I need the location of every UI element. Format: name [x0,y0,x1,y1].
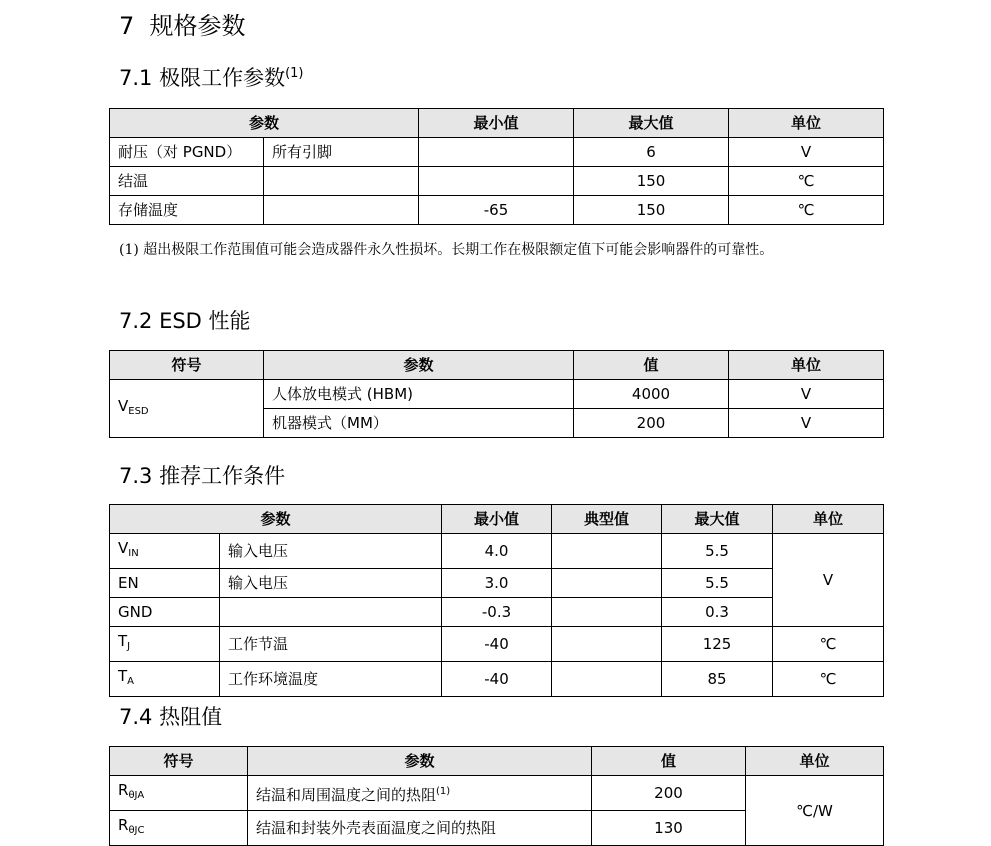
cell-typ [552,627,662,662]
cell-condition [264,196,419,225]
table-row [110,776,884,811]
cell-value: 200 [574,409,729,438]
table-row [110,598,884,627]
cell-param: 工作环境温度 [220,662,442,697]
cell-min: -0.3 [442,598,552,627]
cell-param: 机器模式（MM） [264,409,574,438]
symbol-main: R [118,781,129,799]
cell-param: 人体放电模式 (HBM) [264,380,574,409]
cell-param: 存储温度 [110,196,264,225]
cell-min: 3.0 [442,569,552,598]
cell-symbol [110,662,220,697]
col-header-unit: 单位 [746,747,884,776]
cell-max: 6 [574,138,729,167]
col-header-param: 参数 [264,351,574,380]
col-header-typ: 典型值 [552,505,662,534]
table-row [110,196,884,225]
col-header-symbol: 符号 [110,747,248,776]
col-header-param: 参数 [110,109,419,138]
col-header-min: 最小值 [442,505,552,534]
symbol-main: V [118,539,129,557]
cell-unit: ℃ [773,662,884,697]
table-row [110,167,884,196]
cell-min [419,138,574,167]
cell-max: 5.5 [662,534,773,569]
cell-min: 4.0 [442,534,552,569]
col-header-unit: 单位 [773,505,884,534]
symbol-sub: J [127,641,131,652]
cell-typ [552,598,662,627]
thermal-heading: 7.4 热阻值 [119,705,223,729]
cell-max: 0.3 [662,598,773,627]
cell-value: 4000 [574,380,729,409]
table-row [110,380,884,409]
table-header-row [110,505,884,534]
col-header-min: 最小值 [419,109,574,138]
rec-table [109,504,884,697]
esd-heading: 7.2 ESD 性能 [119,309,251,333]
table-header-row [110,351,884,380]
table-row [110,534,884,569]
symbol-main: T [118,667,128,685]
cell-symbol [110,380,264,438]
section-title [119,6,246,41]
cell-max: 150 [574,167,729,196]
table-row [110,138,884,167]
cell-value: 130 [592,811,746,846]
cell-symbol [110,627,220,662]
symbol-sub: θJC [128,825,145,836]
cell-symbol [110,534,220,569]
cell-param: 结温 [110,167,264,196]
col-header-param: 参数 [248,747,592,776]
symbol-main: GND [118,603,153,621]
cell-param: 结温和封装外壳表面温度之间的热阻 [248,811,592,846]
thermal-table [109,746,884,846]
cell-unit: ℃/W [746,776,884,846]
cell-max: 150 [574,196,729,225]
cell-min: -40 [442,662,552,697]
cell-max: 125 [662,627,773,662]
section-number: 7 [119,12,135,40]
cell-max: 5.5 [662,569,773,598]
param-note: (1) [436,785,451,797]
cell-unit: V [729,380,884,409]
rec-heading: 7.3 推荐工作条件 [119,464,286,488]
symbol-main: EN [118,574,139,592]
esd-table [109,350,884,438]
cell-param [220,598,442,627]
cell-unit: V [729,409,884,438]
param-text: 结温和周围温度之间的热阻 [256,785,437,804]
cell-condition [264,167,419,196]
cell-condition: 所有引脚 [264,138,419,167]
symbol-sub: θJA [128,790,145,801]
symbol-main: V [118,396,129,415]
section-title-text: 规格参数 [149,12,246,40]
col-header-param: 参数 [110,505,442,534]
cell-min: -40 [442,627,552,662]
table-row [110,569,884,598]
table-row [110,662,884,697]
table-header-row [110,109,884,138]
cell-param: 耐压（对 PGND） [110,138,264,167]
cell-unit: ℃ [773,627,884,662]
cell-typ [552,534,662,569]
symbol-main: R [118,816,129,834]
col-header-unit: 单位 [729,351,884,380]
abs-max-heading [119,62,304,92]
cell-max: 85 [662,662,773,697]
cell-param: 工作节温 [220,627,442,662]
abs-max-heading-note: (1) [285,66,304,81]
col-header-value: 值 [592,747,746,776]
cell-unit: V [729,138,884,167]
col-header-value: 值 [574,351,729,380]
abs-max-heading-text: 7.1 极限工作参数 [119,66,286,90]
col-header-unit: 单位 [729,109,884,138]
cell-min [419,167,574,196]
cell-value: 200 [592,776,746,811]
cell-unit: V [773,534,884,627]
cell-param: 输入电压 [220,569,442,598]
col-header-max: 最大值 [574,109,729,138]
cell-unit: ℃ [729,167,884,196]
cell-symbol [110,598,220,627]
table-header-row [110,747,884,776]
cell-symbol [110,569,220,598]
symbol-sub: IN [128,548,139,559]
col-header-max: 最大值 [662,505,773,534]
cell-symbol [110,776,248,811]
col-header-symbol: 符号 [110,351,264,380]
cell-param [248,776,592,811]
symbol-sub: ESD [128,405,149,417]
cell-param: 输入电压 [220,534,442,569]
cell-typ [552,569,662,598]
abs-max-table [109,108,884,225]
symbol-sub: A [127,676,135,687]
cell-min: -65 [419,196,574,225]
abs-max-footnote: (1) 超出极限工作范围值可能会造成器件永久性损坏。长期工作在极限额定值下可能会影响器件的可靠性。 [119,242,774,258]
table-row [110,627,884,662]
cell-unit: ℃ [729,196,884,225]
cell-symbol [110,811,248,846]
cell-typ [552,662,662,697]
symbol-main: T [118,632,128,650]
